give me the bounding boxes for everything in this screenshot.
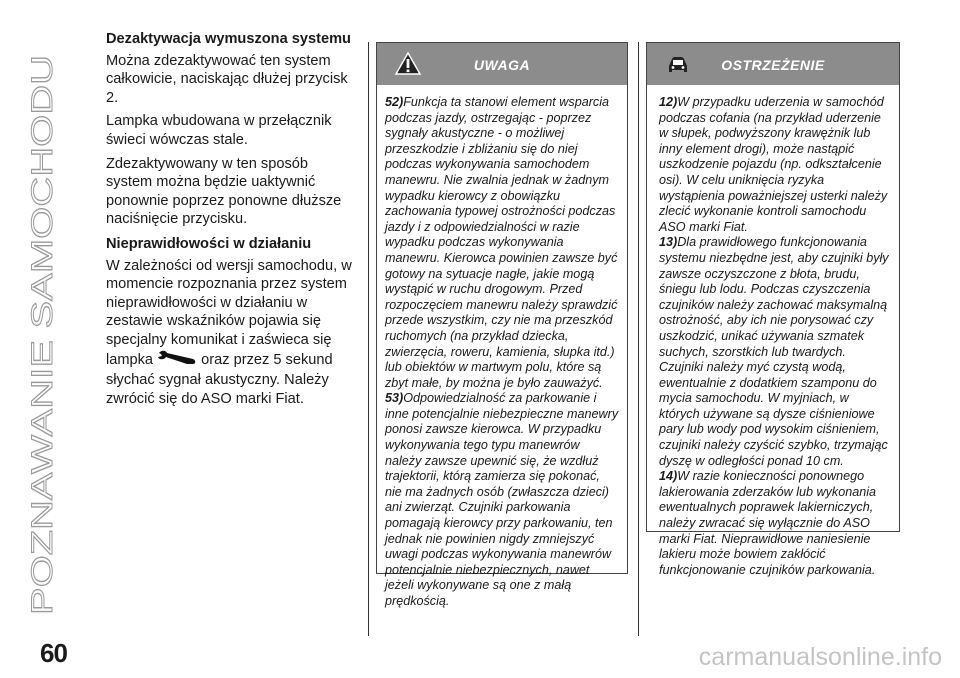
caution-box bbox=[376, 42, 628, 608]
paragraph-4 bbox=[106, 257, 356, 409]
warning-title: OSTRZEŻENIE bbox=[721, 57, 825, 73]
side-title bbox=[4, 30, 74, 620]
warning-box bbox=[646, 42, 900, 577]
wrench-warning-icon bbox=[157, 350, 197, 372]
warning-item-14: 14)W razie konieczności ponownego lakierowania zderzaków lub wykonania ewentualnych poprawek lakierniczych, należy zwracać się wyłącznie do ASO marki Fiat. Nieprawidłowe naniesienie lakieru może bowiem zakłócić funkcjonowanie czujników parkowania. bbox=[659, 469, 877, 577]
caution-item-52: 52)Funkcja ta stanowi element wsparcia podczas jazdy, ostrzegając - poprzez sygnały akustyczne - o możliwej przeszkodzie i zbliżaniu się do niej podczas wykonywania samochodem manewru. Nie zwalnia jednak w żadnym wypadku kierowcy z obowiązku zachowania typowej ostrożności podczas jazdy i z odpowiedzialności w razie wypadku podczas wykonywania manewru. Kierowca powinien zawsze być gotowy na sytuacje nagłe, jakie mogą wystąpić w ruchu drogowym. Przed rozpoczęciem manewru należy sprawdzić przede wszystkim, czy nie ma przeszkód ruchomych (na przykład dziecka, zwierzęcia, roweru, kamienia, słupka itd.) lub obiektów w martwym polu, które są zbyt małe, by można je było zauważyć. bbox=[385, 95, 618, 390]
column-divider-1 bbox=[368, 42, 369, 636]
warning-body bbox=[647, 85, 899, 586]
caution-item-53: 53)Odpowiedzialność za parkowanie i inne potencjalnie niebezpieczne manewry ponosi zawsze kierowca. W przypadku wykonywania tego typu manewrów należy zawsze upewnić się, że wzdłuż trajektorii, którą zamierza się pokonać, nie ma żadnych osób (zwłaszcza dzieci) ani zwierząt. Czujniki parkowania pomagają kierowcy przy parkowaniu, ten jednak nie powinien nigdy zmniejszyć uwagi podczas wykonywania manewrów potencjalnie niebezpiecznych, nawet jeżeli wykonywane są one z małą prędkością. bbox=[385, 391, 619, 608]
main-text-column bbox=[106, 30, 356, 413]
warning-item-13: 13)Dla prawidłowego funkcjonowania systemu niezbędne jest, aby czujniki były zawsze oczyszczone z błota, brudu, śniegu lub lodu. Podczas czyszczenia czujników należy zachować maksymalną ostrożność, aby ich nie porysować czy uszkodzić, unikać używania szmatek suchych, szorstkich lub twardych. Czujniki należy myć czystą wodą, ewentualnie z dodatkiem szamponu do mycia samochodu. W myjniach, w których używane są dysze ciśnieniowe pary lub wody pod wysokim ciśnieniem, czujniki należy czyścić szybko, trzymając dyszę w odległości ponad 10 cm. bbox=[659, 235, 889, 468]
side-title-text: POZNAWANIE SAMOCHODU bbox=[26, 215, 59, 615]
paragraph-4-start: W zależności od wersji samochodu, w momencie rozpoznania przez system nieprawidłowości w działaniu w zestawie wskaźników pojawia się specjalny komunikat i zaświeca się lampka bbox=[106, 257, 352, 368]
heading-malfunction: Nieprawidłowości w działaniu bbox=[106, 235, 312, 252]
caution-body bbox=[377, 85, 627, 618]
paragraph-4-end: oraz przez 5 sekund słychać sygnał akustyczny. Należy zwrócić się do ASO marki Fiat. bbox=[106, 351, 333, 407]
page-number: 60 bbox=[40, 638, 67, 668]
caution-title: UWAGA bbox=[473, 57, 531, 73]
caution-header bbox=[377, 43, 627, 85]
warning-header bbox=[647, 43, 899, 85]
column-divider-2 bbox=[638, 42, 639, 636]
warning-item-12: 12)W przypadku uderzenia w samochód podczas cofania (na przykład uderzenie w słupek, podwyższony krawężnik lub inny element drogi), może nastąpić uszkodzenie pojazdu (np. odkształcenie osi). W celu uniknięcia ryzyka wystąpienia poważniejszej usterki należy zlecić wykonanie kontroli samochodu ASO marki Fiat. bbox=[659, 95, 888, 234]
paragraph-1: Można zdezaktywować ten system całkowicie, naciskając dłużej przycisk 2. bbox=[106, 52, 348, 106]
heading-deactivation: Dezaktywacja wymuszona systemu bbox=[106, 31, 351, 47]
paragraph-2: Lampka wbudowana w przełącznik świeci wówczas stale. bbox=[106, 113, 332, 148]
paragraph-3: Zdezaktywowany w ten sposób system można będzie uaktywnić ponownie poprzez ponowne dłuższe naciśnięcie przycisku. bbox=[106, 155, 342, 228]
watermark: carmanualsonline.info bbox=[698, 643, 942, 671]
